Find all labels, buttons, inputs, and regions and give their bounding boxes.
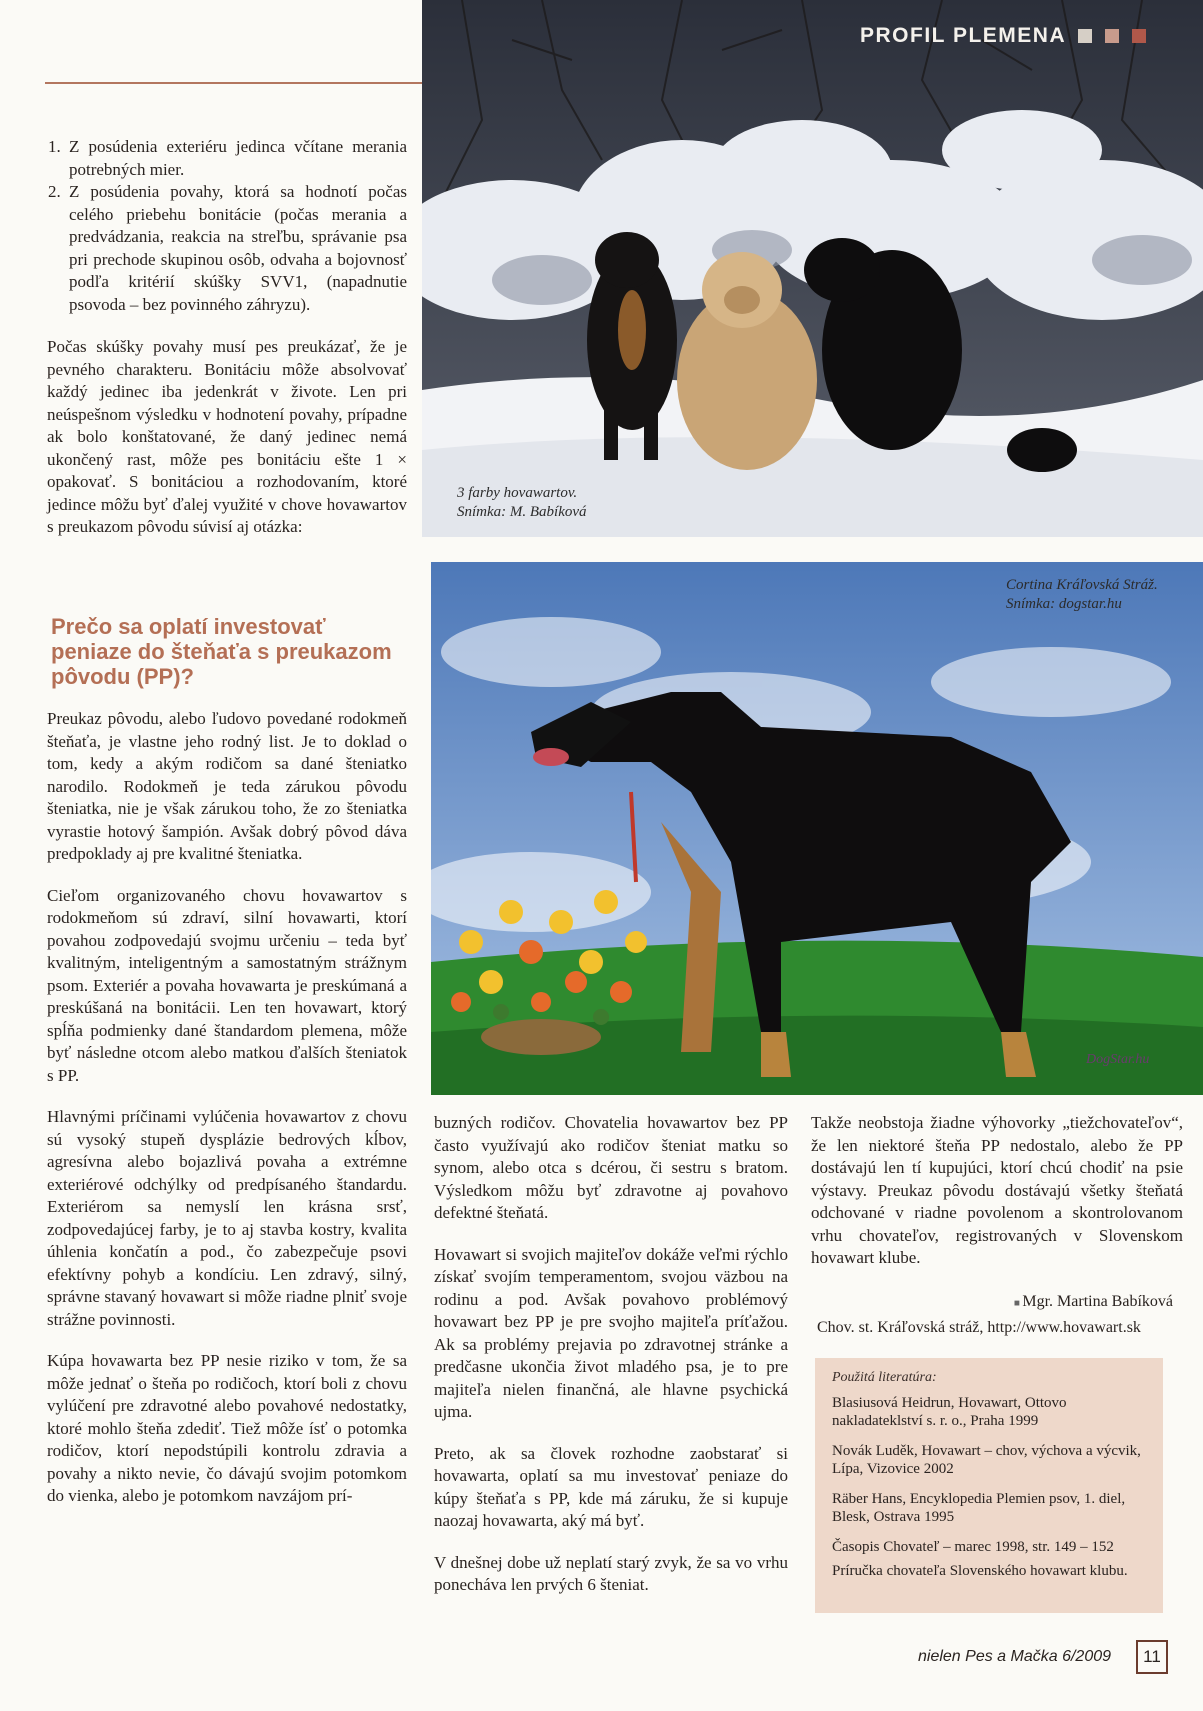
list-item: 1. Z posúdenia exteriéru jedinca včítane merania potrebných mier. — [65, 136, 407, 181]
literature-item: Príručka chovateľa Slovenského hovawart klubu. — [832, 1563, 1128, 1579]
paragraph: buzných rodičov. Chovatelia hovawartov bez PP často využívajú ako rodičov šteniat matku so synom, alebo otca s dcérou, či sestru s bratom. Výsledkom môžu byť zdravotne aj povahovo defektné šteňatá. — [434, 1113, 788, 1222]
author-text: Mgr. Martina Babíková — [1022, 1293, 1173, 1310]
bullet-icon: ■ — [1013, 1298, 1023, 1309]
literature-item: Novák Luděk, Hovawart – chov, výchova a výcvik, Lípa, Vizovice 2002 — [832, 1443, 1141, 1477]
header-square-1 — [1078, 29, 1092, 43]
paragraph: V dnešnej dobe už neplatí starý zvyk, že sa vo vrhu ponecháva len prvých 6 šteniat. — [434, 1552, 788, 1594]
header-square-2 — [1105, 29, 1119, 43]
assessment-criteria-list — [47, 136, 407, 316]
winter-caption-line1: 3 farby hovawartov. — [457, 485, 578, 501]
author-name — [1014, 1293, 1173, 1311]
paragraph: Takže neobstoja žiadne výhovorky „tiežchovateľov“, že len niektoré šteňa PP nedostalo, alebo že PP dostávajú len tí kupujúci, ktorí chcú chodiť na psie výstavy. Preukaz pôvodu dostávajú všetky šteňatá odchované v riadne povolenom a skontrolovanom vrhu chovateľov, registrovaných v Slovenskom hovawart klube. — [811, 1113, 1183, 1267]
literature-item: Časopis Chovateľ – marec 1998, str. 149 – 152 — [832, 1539, 1114, 1555]
studio-caption-line2: Snímka: dogstar.hu — [1006, 596, 1122, 612]
photo-three-hovawarts-snow — [422, 0, 1203, 537]
paragraph: Počas skúšky povahy musí pes preukázať, že je pevného charakteru. Bonitáciu môže absolvovať každý jedinec iba jedenkrát v živote. Len pri neúspešnom výsledku v hodnotení povahy, prípadne ak bolo konštatované, že daný jedinec nemá ukončený rast, môže pes bonitáciu ešte 1 × opakovať. S bonitáciou a rozhodovaním, ktoré jedince môžu byť ďalej využité v chove hovawartov s preukazom pôvodu súvisí aj otázka: — [47, 337, 407, 536]
column-1 — [47, 136, 407, 558]
paragraph: Cieľom organizovaného chovu hovawartov s rodokmeňom sú zdraví, silní hovawarti, ktorí povahou zodpovedajú svojmu určeniu – teda byť kvalitným, inteligentným a samostatným strážnym psom. Exteriér a povaha hovawarta je preskúmaná a preskúšaná na bonitácii. Len ten hovawart, ktorý spĺňa podmienky dané štandardom plemena, môže byť následne otcom alebo matkou ďalších šteniatok s PP. — [47, 885, 407, 1085]
literature-title: Použitá literatúra: — [832, 1370, 937, 1385]
winter-photo-illustration — [422, 0, 1203, 537]
column-2 — [434, 1112, 788, 1616]
article-subheading: Prečo sa oplatí investovať peniaze do šteňaťa s preukazom pôvodu (PP)? — [51, 614, 392, 689]
list-item: 2. Z posúdenia povahy, ktorá sa hodnotí počas celého priebehu bonitácie (počas merania a predvádzania, reakcia na streľbu, správanie psa pri prechode skupinou osôb, odvaha a bojovnosť podľa kritérií skúšky SVV1, (napadnutie psovoda – bez povinného záhryzu). — [65, 181, 407, 316]
page-number: 11 — [1136, 1640, 1168, 1674]
paragraph: Kúpa hovawarta bez PP nesie riziko v tom, že sa môže jednať o šteňa po rodičoch, ktorí boli z chovu vylúčení pre zdravotné alebo povahové nedostatky, ktoré mohlo šteňa zdediť. Tiež môže ísť o potomka rodičov, ktorí nepodstúpili kontrolu zdravia a povahy a nikto nevie, čo dávajú svojim potomkom do vienka, alebo je potomkom navzájom prí- — [47, 1351, 407, 1505]
magazine-name: nielen Pes a Mačka 6/2009 — [918, 1648, 1112, 1665]
column-3 — [811, 1112, 1183, 1289]
section-label: PROFIL PLEMENA — [860, 24, 1067, 47]
paragraph: Hovawart si svojich majiteľov dokáže veľmi rýchlo získať svojím temperamentom, svojou väzbou na rodinu a pod. Avšak povahovo problémový hovawart bez PP je pre svojho majiteľa príťažou. Ak sa problémy prejavia po zdravotnej stránke a predčasne ukončia život mladého psa, je to pre majiteľa nielen finančná, ale hlavne psychická ujma. — [434, 1244, 788, 1421]
paragraph: Preukaz pôvodu, alebo ľudovo povedané rodokmeň šteňaťa, je vlastne jeho rodný list. Je to doklad o tom, kedy a akým rodičom sa dané šteniatko narodilo. Rodokmeň je teda zárukou pôvodu šteniatka, nie je však zárukou toho, že zo šteniatka vyrastie hotový šampión. Avšak dobrý pôvod dáva predpoklady aj pre kvalitné šteniatka. — [47, 709, 407, 863]
studio-caption-line1: Cortina Kráľovská Stráž. — [1006, 577, 1158, 593]
literature-box — [815, 1358, 1163, 1613]
literature-item: Räber Hans, Encyklopedia Plemien psov, 1. diel, Blesk, Ostrava 1995 — [832, 1491, 1126, 1525]
paragraph: Hlavnými príčinami vylúčenia hovawartov z chovu sú vysoký stupeň dysplázie bedrových kĺbov, agresívna alebo bojazlivá povaha a extrémne exteriérové odchýlky od predpísaného štandardu. Exteriérom sa nemyslí len krásna srsť, zodpovedajúcej farby, je to aj stavba kostry, kvalita úhlenia končatín a pod., čo zabezpečuje psovi efektívny pohyb a kondíciu. Len zdravý, silný, správne stavaný hovawart si môže riadne plniť svoje strážne povinnosti. — [47, 1107, 407, 1329]
studio-photo-illustration — [431, 562, 1203, 1095]
column-1-continued — [47, 708, 407, 1527]
literature-item: Blasiusová Heidrun, Hovawart, Ottovo nakladateklství s. r. o., Praha 1999 — [832, 1395, 1067, 1429]
paragraph: Preto, ak sa človek rozhodne zaobstarať si hovawarta, oplatí sa mu investovať peniaze do kúpy šteňaťa s PP, kde má záruku, že si kupuje naozaj hovawarta, aký má byť. — [434, 1443, 788, 1530]
dogstar-watermark: DogStar.hu — [1086, 1052, 1150, 1067]
author-affiliation: Chov. st. Kráľovská stráž, http://www.hovawart.sk — [817, 1319, 1141, 1336]
winter-caption-line2: Snímka: M. Babíková — [457, 504, 587, 520]
photo-cortina-hovawart — [431, 562, 1203, 1095]
header-square-3 — [1132, 29, 1146, 43]
